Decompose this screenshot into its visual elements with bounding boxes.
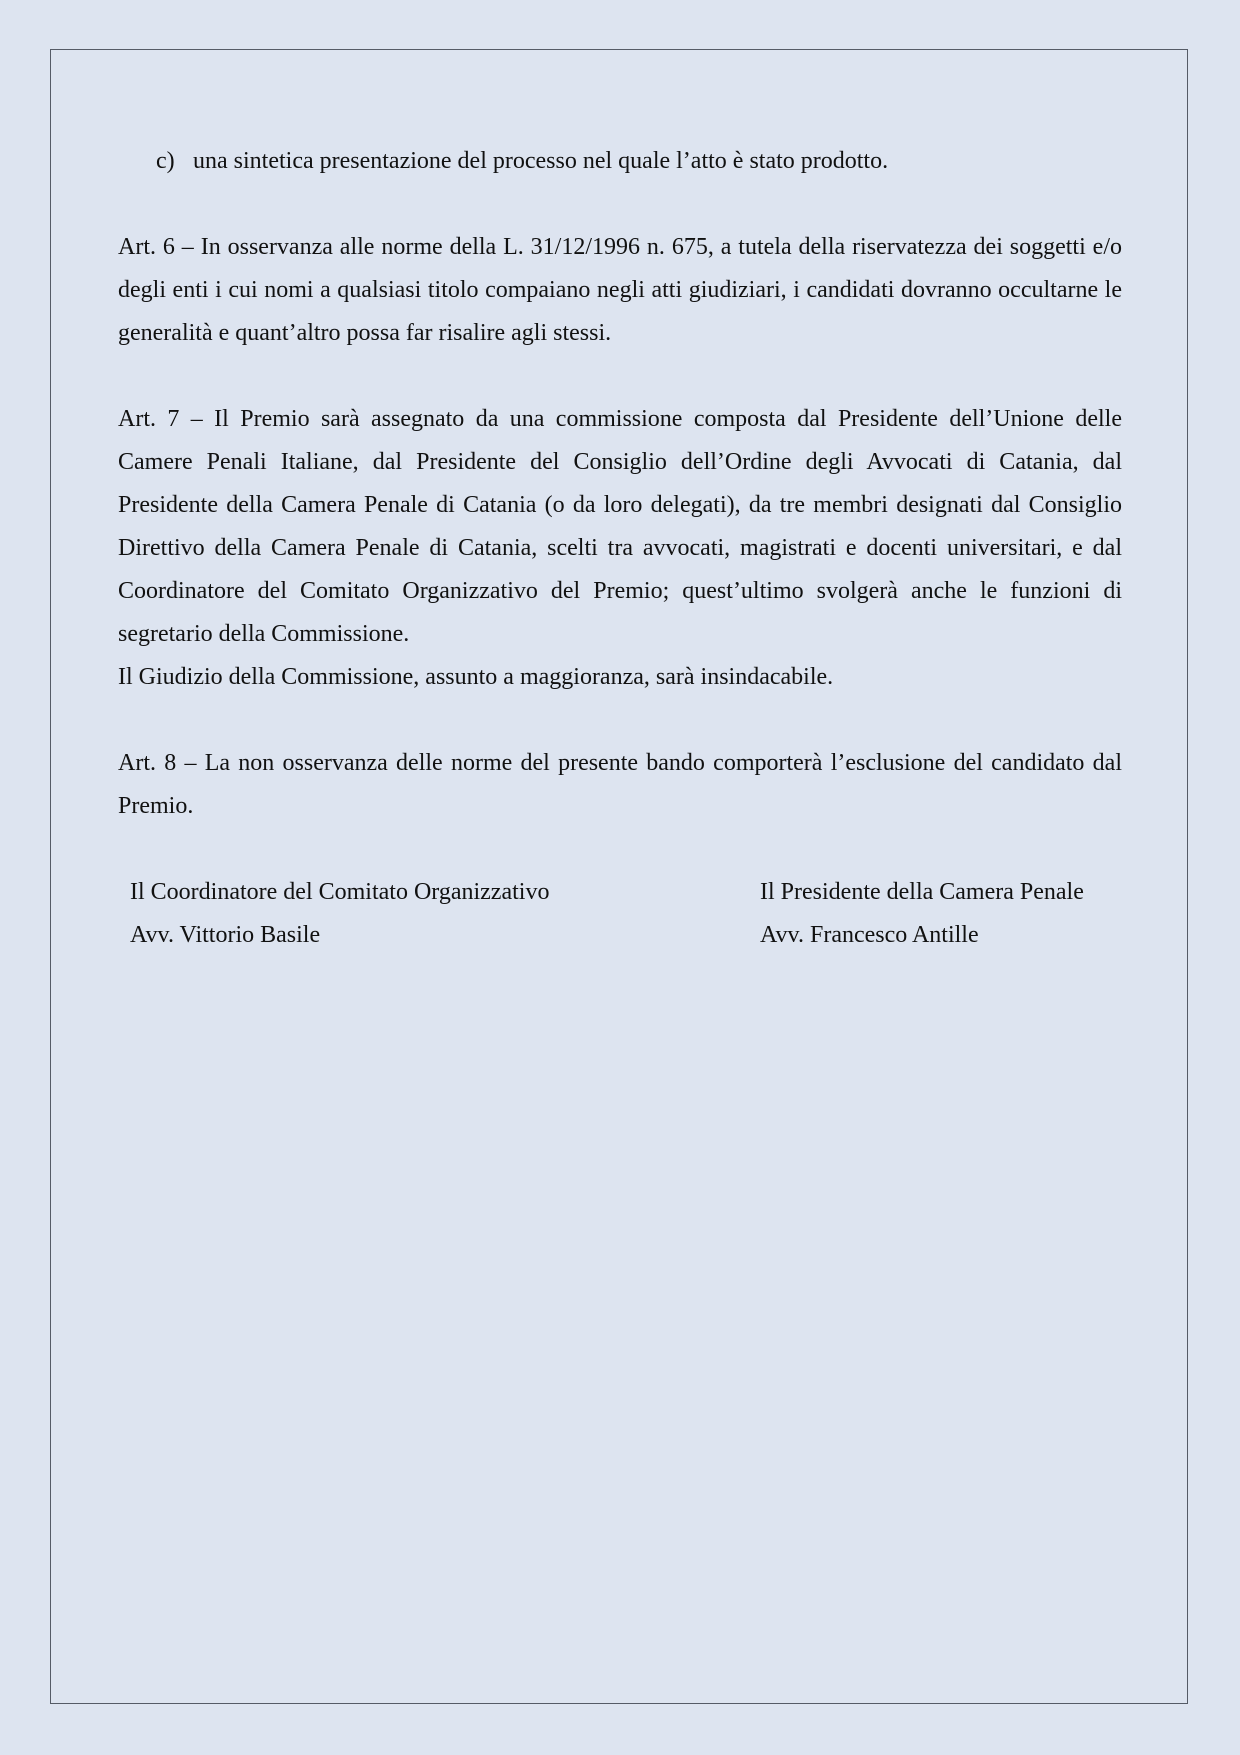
list-item-c xyxy=(118,140,1122,183)
signature-right xyxy=(760,871,1108,957)
list-item-text: una sintetica presentazione del processo nel quale l’atto è stato prodotto. xyxy=(193,148,889,174)
signature-right-role: Il Presidente della Camera Penale xyxy=(760,879,1084,905)
signature-left-name: Avv. Vittorio Basile xyxy=(130,922,321,948)
article-8: Art. 8 – La non osservanza delle norme del presente bando comporterà l’esclusione del candidato dal Premio. xyxy=(118,750,1122,819)
list-marker: c) xyxy=(156,148,175,174)
article-6: Art. 6 – In osservanza alle norme della L. 31/12/1996 n. 675, a tutela della riservatezza dei soggetti e/o degli enti i cui nomi a qualsiasi titolo compaiano negli atti giudiziari, i candidati dovranno occultarne le generalità e quant’altro possa far risalire agli stessi. xyxy=(118,234,1122,346)
signature-left xyxy=(130,871,549,957)
article-7: Art. 7 – Il Premio sarà assegnato da una commissione composta dal Presidente dell’Unione delle Camere Penali Italiane, dal Presidente del Consiglio dell’Ordine degli Avvocati di Catania, dal Presidente della Camera Penale di Catania (o da loro delegati), da tre membri designati dal Consiglio Direttivo della Camera Penale di Catania, scelti tra avvocati, magistrati e docenti universitari, e dal Coordinatore del Comitato Organizzativo del Premio; quest’ultimo svolgerà anche le funzioni di segretario della Commissione. xyxy=(118,406,1122,647)
signature-right-name: Avv. Francesco Antille xyxy=(760,922,979,948)
signature-section xyxy=(118,871,1122,957)
article-7-note: Il Giudizio della Commissione, assunto a maggioranza, sarà insindacabile. xyxy=(118,664,834,690)
signature-left-role: Il Coordinatore del Comitato Organizzativo xyxy=(130,879,550,905)
document-body xyxy=(118,140,1122,957)
